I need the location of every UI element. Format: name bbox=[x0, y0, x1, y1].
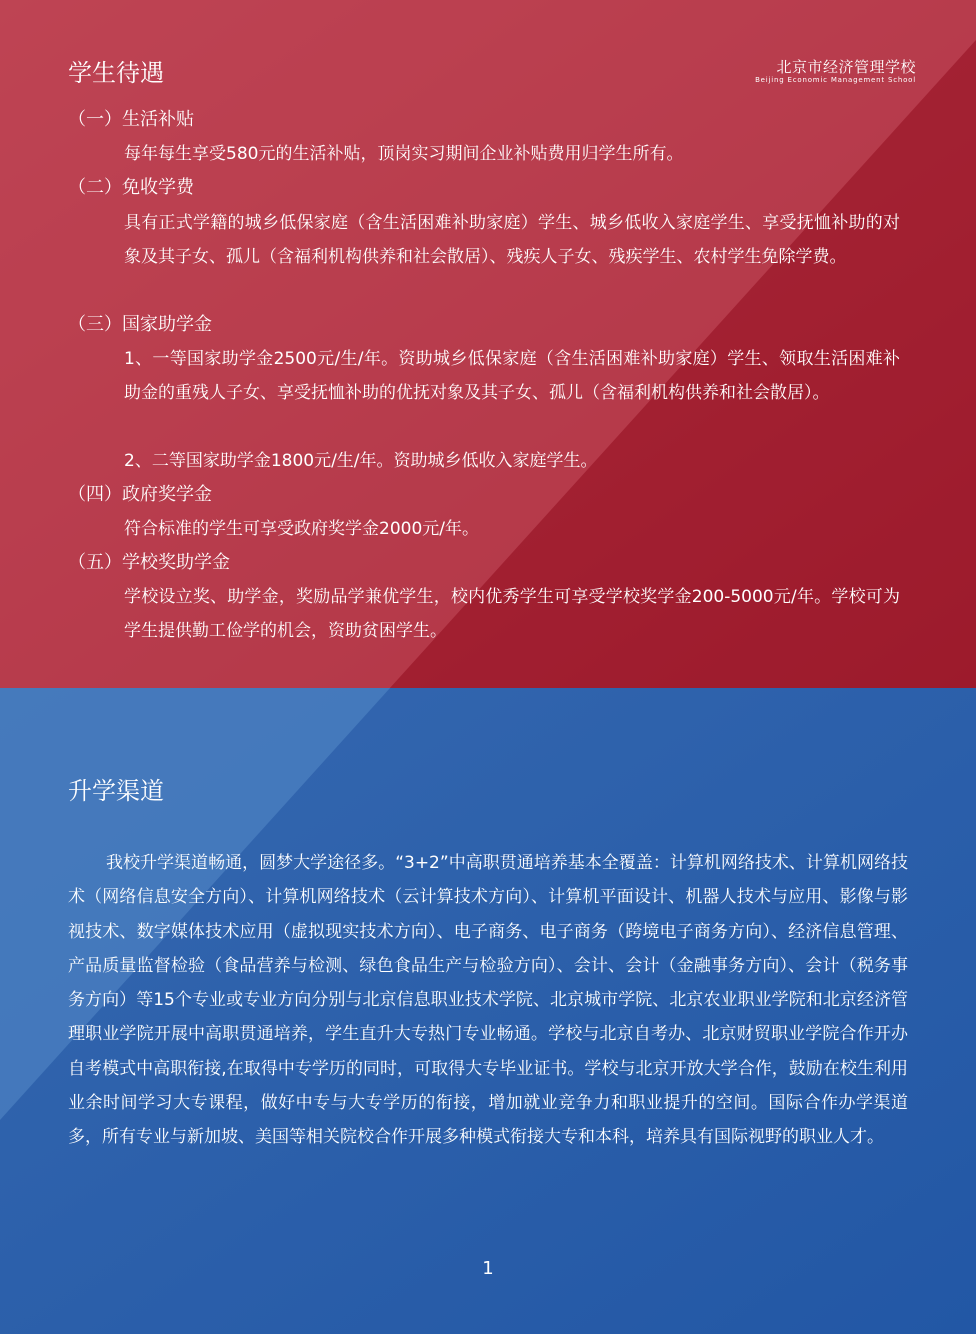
pathways-title: 升学渠道 bbox=[68, 777, 164, 805]
benefit-heading-2: （二）免收学费 bbox=[68, 177, 194, 198]
benefits-title: 学生待遇 bbox=[68, 59, 164, 87]
logo-name-en: Beijing Economic Management School bbox=[755, 76, 916, 84]
pathways-body: 我校升学渠道畅通，圆梦大学途径多。“3+2”中高职贯通培养基本全覆盖：计算机网络技术、计算机网络技术（网络信息安全方向）、计算机网络技术（云计算技术方向）、计算机平面设计、机器人技术与应用、影像与影视技术、数字媒体技术应用（虚拟现实技术方向）、电子商务、电子商务（跨境电子商务方向）、经济信息管理、产品质量监督检验（食品营养与检测、绿色食品生产与检验方向）、会计、会计（金融事务方向）、会计（税务事务方向）等15个专业或专业方向分别与北京信息职业技术学院、北京城市学院、北京农业职业学院和北京经济管理职业学院开展中高职贯通培养，学生直升大专热门专业畅通。学校与北京自考办、北京财贸职业学院合作开办自考模式中高职衔接,在取得中专学历的同时，可取得大专毕业证书。学校与北京开放大学合作，鼓励在校生利用业余时间学习大专课程，做好中专与大专学历的衔接，增加就业竞争力和职业提升的空间。国际合作办学渠道多，所有专业与新加坡、美国等相关院校合作开展多种模式衔接大专和本科，培养具有国际视野的职业人才。 bbox=[68, 853, 908, 1148]
benefit-text-3b: 2、二等国家助学金1800元/生/年。资助城乡低收入家庭学生。 bbox=[124, 451, 598, 471]
benefit-heading-4: （四）政府奖学金 bbox=[68, 484, 212, 505]
logo-name-cn: 北京市经济管理学校 bbox=[776, 58, 916, 76]
benefit-text-4: 符合标准的学生可享受政府奖学金2000元/年。 bbox=[124, 519, 479, 539]
benefit-text-3a: 1、一等国家助学金2500元/生/年。资助城乡低保家庭（含生活困难补助家庭）学生、领取生活困难补助金的重残人子女、享受抚恤补助的优抚对象及其子女、孤儿（含福利机构供养和社会散居）。 bbox=[124, 349, 900, 403]
benefit-text-1: 每年每生享受580元的生活补贴，顶岗实习期间企业补贴费用归学生所有。 bbox=[124, 144, 684, 164]
benefit-heading-5: （五）学校奖助学金 bbox=[68, 552, 230, 573]
benefit-heading-1: （一）生活补贴 bbox=[68, 109, 194, 130]
benefit-text-5: 学校设立奖、助学金，奖励品学兼优学生，校内优秀学生可享受学校奖学金200-5000元/年。学校可为学生提供勤工俭学的机会，资助贫困学生。 bbox=[124, 587, 900, 641]
page-number: 1 bbox=[482, 1258, 494, 1279]
benefit-text-2: 具有正式学籍的城乡低保家庭（含生活困难补助家庭）学生、城乡低收入家庭学生、享受抚恤补助的对象及其子女、孤儿（含福利机构供养和社会散居）、残疾人子女、残疾学生、农村学生免除学费。 bbox=[124, 213, 900, 267]
benefit-heading-3: （三）国家助学金 bbox=[68, 314, 212, 335]
school-logo bbox=[755, 58, 916, 85]
